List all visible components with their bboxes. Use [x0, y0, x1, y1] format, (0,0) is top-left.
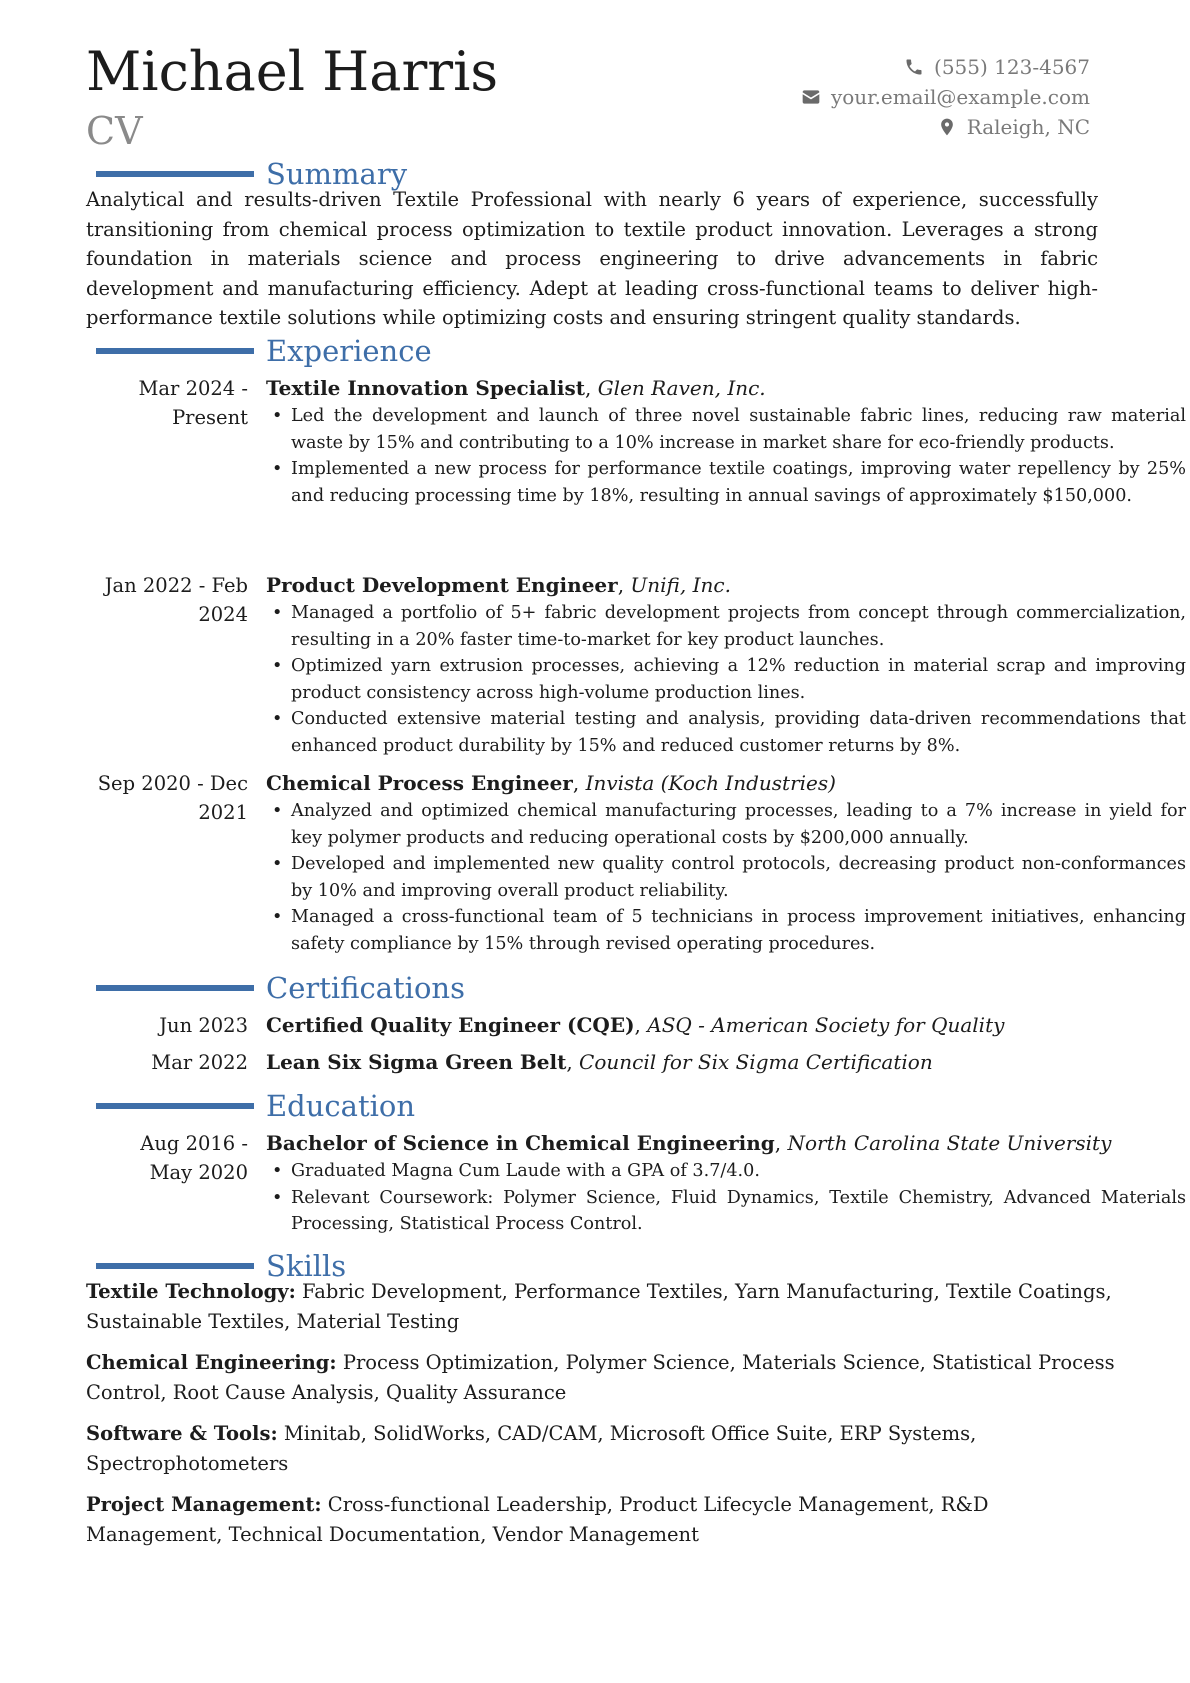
- bullet-item: • Led the development and launch of three novel sustainable fabric lines, reducing raw material waste by 15% and contributing to a 10% increase in market share for eco-friendly products.: [266, 403, 1186, 456]
- bullet-list: [266, 600, 1186, 759]
- bullet-item: • Graduated Magna Cum Laude with a GPA of 3.7/4.0.: [266, 1158, 1186, 1185]
- skill-row: [86, 1490, 1116, 1549]
- date-line: Jan 2022 - Feb: [104, 574, 248, 597]
- employer: Unifi, Inc.: [630, 573, 731, 597]
- bullet-item: • Optimized yarn extrusion processes, achieving a 12% reduction in material scrap and improving product consistency across high-volume production lines.: [266, 653, 1186, 706]
- entry-body: [266, 571, 1186, 759]
- entry-body: [266, 1129, 1186, 1238]
- entry-body: [266, 1048, 1186, 1077]
- date-line: 2024: [198, 603, 248, 626]
- bullet-list: [266, 403, 1186, 509]
- certification-title: Lean Six Sigma Green Belt: [266, 1050, 567, 1074]
- candidate-name: Michael Harris: [86, 40, 499, 103]
- section-header-experience: [96, 331, 432, 371]
- bullet-list: [266, 1158, 1186, 1238]
- entry-date: [86, 1129, 248, 1187]
- location-text: Raleigh, NC: [966, 115, 1090, 139]
- contact-location: [801, 112, 1090, 142]
- entry-title: Bachelor of Science in Chemical Engineering, North Carolina State University: [266, 1131, 1112, 1155]
- entry-title: Product Development Engineer, Unifi, Inc.: [266, 573, 731, 597]
- email-text: your.email@example.com: [830, 85, 1090, 109]
- job-title: Product Development Engineer: [266, 573, 618, 597]
- section-header-education: [96, 1086, 415, 1126]
- date-line: 2021: [198, 801, 248, 824]
- bullet-item: • Relevant Coursework: Polymer Science, Fluid Dynamics, Textile Chemistry, Advanced Materials Processing, Statistical Process Control.: [266, 1185, 1186, 1238]
- bullet-item: • Managed a cross-functional team of 5 technicians in process improvement initiatives, enhancing safety compliance by 15% through revised operating procedures.: [266, 904, 1186, 957]
- entry-body: [266, 1011, 1186, 1040]
- date-line: May 2020: [149, 1161, 248, 1184]
- section-title-summary: Summary: [266, 157, 408, 191]
- section-bar: [96, 171, 254, 177]
- skill-row: [86, 1277, 1116, 1336]
- entry-date: [86, 374, 248, 432]
- contact-phone[interactable]: [801, 52, 1090, 82]
- envelope-icon: [801, 87, 821, 107]
- bullet-item: • Conducted extensive material testing and analysis, providing data-driven recommendations that enhanced product durability by 15% and reduced customer returns by 8%.: [266, 706, 1186, 759]
- contact-email[interactable]: [801, 82, 1090, 112]
- section-header-certifications: [96, 968, 465, 1008]
- entry-date: [86, 571, 248, 629]
- employer: Invista (Koch Industries): [585, 771, 836, 795]
- phone-icon: [904, 57, 924, 77]
- bullet-list: [266, 798, 1186, 957]
- date-line: Present: [172, 406, 248, 429]
- skill-items: Cross-functional Leadership, Product Lifecycle Management, R&D Management, Technical Documentation, Vendor Management: [86, 1493, 989, 1546]
- job-title: Textile Innovation Specialist: [266, 376, 585, 400]
- phone-text: (555) 123-4567: [934, 55, 1090, 79]
- section-bar: [96, 985, 254, 991]
- skill-category: Project Management:: [86, 1493, 322, 1516]
- institution: North Carolina State University: [787, 1131, 1112, 1155]
- bullet-item: • Developed and implemented new quality control protocols, decreasing product non-conformances by 10% and improving overall product reliability.: [266, 851, 1186, 904]
- skill-category: Textile Technology:: [86, 1280, 296, 1303]
- section-title-education: Education: [266, 1089, 416, 1123]
- certification-title: Certified Quality Engineer (CQE): [266, 1013, 635, 1037]
- skill-category: Chemical Engineering:: [86, 1351, 337, 1374]
- job-title: Chemical Process Engineer: [266, 771, 573, 795]
- entry-title: Lean Six Sigma Green Belt, Council for Six Sigma Certification: [266, 1050, 933, 1074]
- skill-category: Software & Tools:: [86, 1422, 278, 1445]
- section-title-experience: Experience: [266, 334, 432, 368]
- skill-items: Process Optimization, Polymer Science, Materials Science, Statistical Process Control, Root Cause Analysis, Quality Assurance: [86, 1351, 1115, 1404]
- entry-body: [266, 769, 1186, 957]
- date-line: Mar 2024 -: [138, 377, 248, 400]
- entry-date: Jun 2023: [159, 1014, 248, 1037]
- section-bar: [96, 1263, 254, 1269]
- entry-date: Mar 2022: [151, 1051, 248, 1074]
- entry-date: [86, 769, 248, 827]
- entry-title: Chemical Process Engineer, Invista (Koch Industries): [266, 771, 836, 795]
- map-marker-icon: [937, 117, 957, 137]
- degree-title: Bachelor of Science in Chemical Engineering: [266, 1131, 775, 1155]
- skill-row: [86, 1348, 1116, 1407]
- bullet-item: • Implemented a new process for performance textile coatings, improving water repellency by 25% and reducing processing time by 18%, resulting in annual savings of approximately $150,000.: [266, 456, 1186, 509]
- entry-title: Certified Quality Engineer (CQE), ASQ - American Society for Quality: [266, 1013, 1005, 1037]
- bullet-item: • Managed a portfolio of 5+ fabric development projects from concept through commercialization, resulting in a 20% faster time-to-market for key product launches.: [266, 600, 1186, 653]
- entry-title: Textile Innovation Specialist, Glen Raven, Inc.: [266, 376, 766, 400]
- skills-list: [86, 1277, 1116, 1561]
- issuer: ASQ - American Society for Quality: [647, 1013, 1005, 1037]
- section-bar: [96, 348, 254, 354]
- skill-items: Minitab, SolidWorks, CAD/CAM, Microsoft Office Suite, ERP Systems, Spectrophotometers: [86, 1422, 977, 1475]
- employer: Glen Raven, Inc.: [597, 376, 766, 400]
- document-subtitle: CV: [86, 109, 143, 153]
- entry-body: [266, 374, 1186, 509]
- date-line: Aug 2016 -: [140, 1132, 248, 1155]
- section-bar: [96, 1103, 254, 1109]
- summary-text: Analytical and results-driven Textile Professional with nearly 6 years of experience, successfully transitioning from chemical process optimization to textile product innovation. Leverages a strong foundation in materials science and process engineering to drive advancements in fabric development and manufacturing efficiency. Adept at leading cross-functional teams to deliver high-performance textile solutions while optimizing costs and ensuring stringent quality standards.: [86, 188, 1098, 329]
- contact-block: [801, 52, 1090, 142]
- section-title-skills: Skills: [266, 1249, 347, 1283]
- skill-items: Fabric Development, Performance Textiles, Yarn Manufacturing, Textile Coatings, Sustainable Textiles, Material Testing: [86, 1280, 1112, 1333]
- date-line: Sep 2020 - Dec: [97, 772, 248, 795]
- section-title-certifications: Certifications: [266, 971, 465, 1005]
- issuer: Council for Six Sigma Certification: [579, 1050, 933, 1074]
- skill-row: [86, 1419, 1116, 1478]
- bullet-item: • Analyzed and optimized chemical manufacturing processes, leading to a 7% increase in yield for key polymer products and reducing operational costs by $200,000 annually.: [266, 798, 1186, 851]
